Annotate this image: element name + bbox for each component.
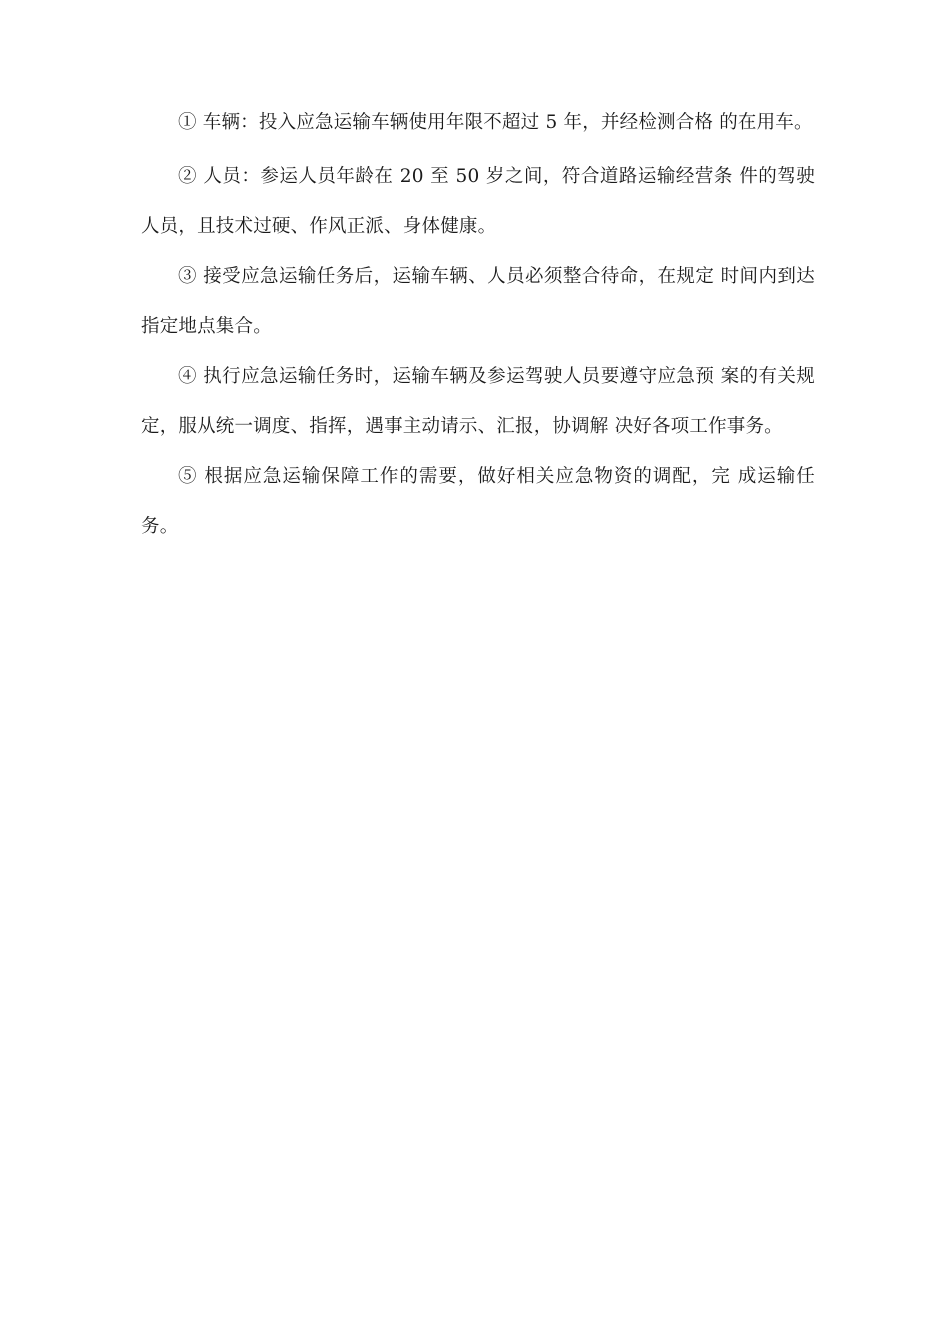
paragraph-assembly: ③ 接受应急运输任务后，运输车辆、人员必须整合待命，在规定 时间内到达指定地点集合。 <box>141 266 815 337</box>
paragraph-vehicles: ① 车辆：投入应急运输车辆使用年限不超过 5 年，并经检测合格 的在用车。 <box>178 112 813 133</box>
paragraph-execution: ④ 执行应急运输任务时，运输车辆及参运驾驶人员要遵守应急预 案的有关规定，服从统一调度、指挥，遇事主动请示、汇报，协调解 决好各项工作事务。 <box>141 366 815 437</box>
paragraph-materials: ⑤ 根据应急运输保障工作的需要，做好相关应急物资的调配，完 成运输任务。 <box>141 466 815 537</box>
paragraph-personnel: ② 人员：参运人员年龄在 20 至 50 岁之间，符合道路运输经营条 件的驾驶人员，且技术过硬、作风正派、身体健康。 <box>141 166 815 237</box>
document-body <box>141 110 815 552</box>
